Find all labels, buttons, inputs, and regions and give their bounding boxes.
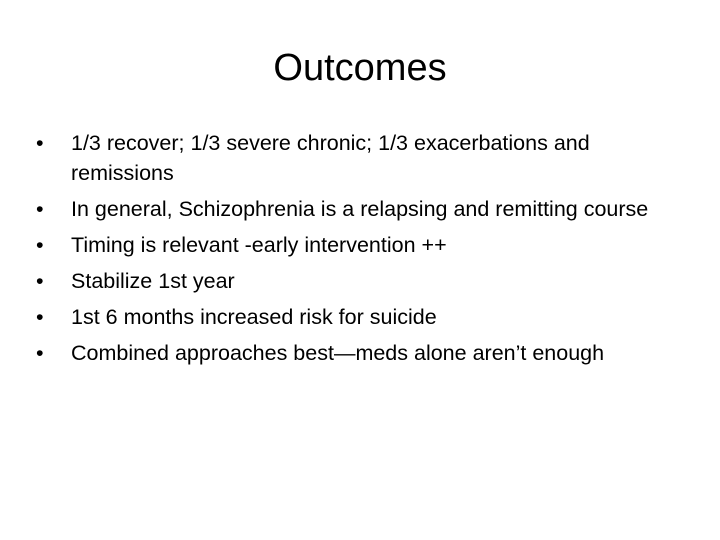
bullet-text: 1/3 recover; 1/3 severe chronic; 1/3 exacerbations and remissions [71, 131, 590, 185]
bullet-item [36, 266, 686, 296]
bullet-item [36, 194, 686, 224]
bullet-list [36, 128, 686, 374]
bullet-item [36, 230, 686, 260]
bullet-text: Stabilize 1st year [71, 269, 235, 293]
bullet-icon: • [36, 197, 44, 221]
bullet-text: 1st 6 months increased risk for suicide [71, 305, 437, 329]
bullet-item [36, 302, 686, 332]
bullet-icon: • [36, 131, 44, 155]
bullet-icon: • [36, 233, 44, 257]
bullet-item [36, 128, 686, 188]
bullet-text: In general, Schizophrenia is a relapsing and remitting course [71, 197, 649, 221]
bullet-text: Timing is relevant -early intervention ++ [71, 233, 447, 257]
bullet-icon: • [36, 341, 44, 365]
bullet-text: Combined approaches best—meds alone aren’t enough [71, 341, 605, 365]
slide-title: Outcomes [273, 47, 447, 89]
bullet-item [36, 338, 686, 368]
bullet-icon: • [36, 269, 44, 293]
bullet-icon: • [36, 305, 44, 329]
